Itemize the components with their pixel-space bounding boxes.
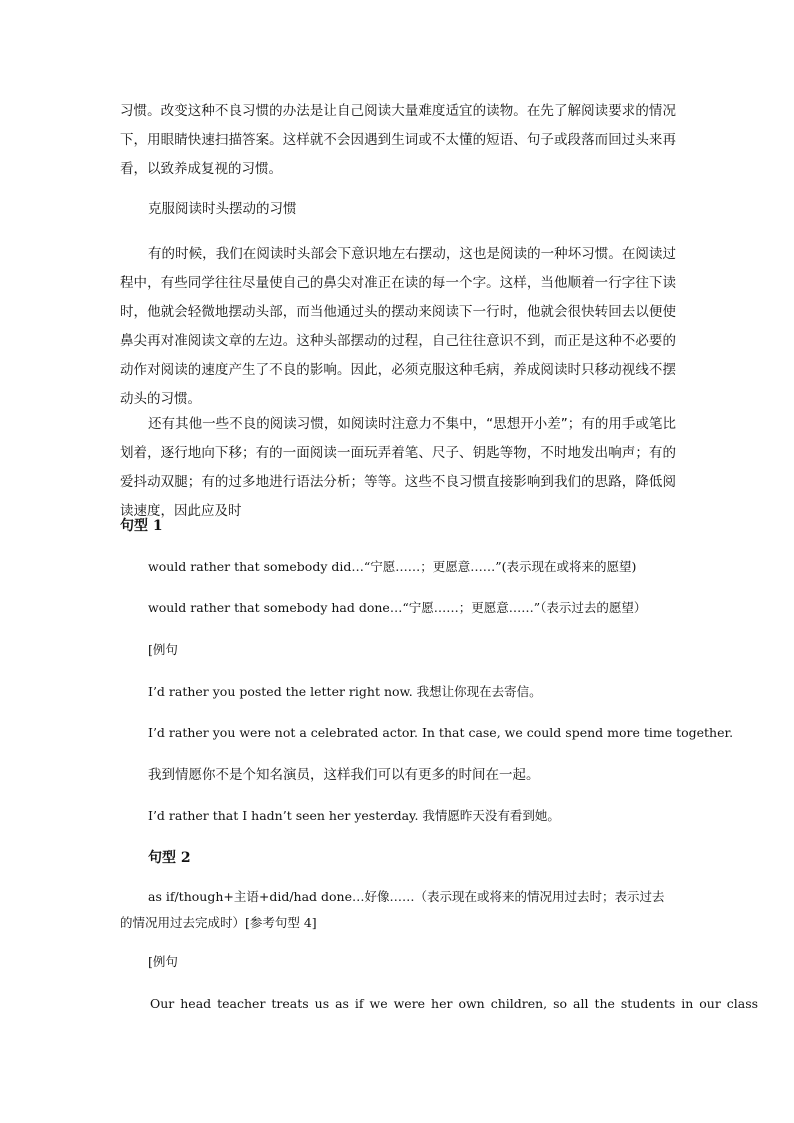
pattern-1-example-label: [例句 [148, 642, 178, 657]
pattern-1-example-3: I’d rather that I hadn’t seen her yesterday. 我情愿昨天没有看到她。 [148, 808, 560, 823]
paragraph-head-movement: 有的时候，我们在阅读时头部会下意识地左右摆动，这也是阅读的一种坏习惯。在阅读过程中，有些同学往往尽量使自己的鼻尖对准正在读的每一个字。这样，当他顺着一行字往下读时，他就会轻微地摆动头部，而当他通过头的摆动来阅读下一行时，他就会很快转回去以便使鼻尖再对准阅读文章的左边。这种头部摆动的过程，自己往往意识不到，而正是这种不必要的动作对阅读的速度产生了不良的影响。因此，必须克服这种毛病，养成阅读时只移动视线不摆动头的习惯。 [120, 246, 676, 407]
pattern-2-description: as if/though+主语+did/had done…好像……（表示现在或将来的情况用过去时；表示过去的情况用过去完成时）[参考句型 4] [120, 889, 665, 930]
pattern-2-example-1: Our head teacher treats us as if we were her own children, so all the students in our class [150, 996, 759, 1011]
pattern-1-line-1: would rather that somebody did…“宁愿……；更愿意……”(表示现在或将来的愿望) [148, 559, 637, 574]
pattern-1-example-2: I’d rather you were not a celebrated actor. In that case, we could spend more time together. [148, 725, 734, 740]
paragraph-reread-habit: 习惯。改变这种不良习惯的办法是让自己阅读大量难度适宜的读物。在先了解阅读要求的情况下，用眼睛快速扫描答案。这样就不会因遇到生词或不太懂的短语、句子或段落而回过头来再看，以致养成复视的习惯。 [120, 103, 676, 177]
section-heading-head-movement: 克服阅读时头摆动的习惯 [148, 201, 297, 217]
pattern-2-example-label: [例句 [148, 954, 178, 969]
pattern-2-title: 句型 2 [148, 850, 191, 866]
paragraph-other-habits: 还有其他一些不良的阅读习惯，如阅读时注意力不集中，“思想开小差”；有的用手或笔比划着，逐行地向下移；有的一面阅读一面玩弄着笔、尺子、钥匙等物，不时地发出响声；有的爱抖动双腿；有的过多地进行语法分析；等等。这些不良习惯直接影响到我们的思路，降低阅读速度，因此应及时 [120, 416, 676, 519]
pattern-1-example-2-translation: 我到情愿你不是个知名演员，这样我们可以有更多的时间在一起。 [148, 767, 540, 783]
pattern-1-line-2: would rather that somebody had done…“宁愿……；更愿意……”（表示过去的愿望） [148, 600, 647, 615]
pattern-1-title: 句型 1 [120, 518, 163, 534]
pattern-1-example-1: I’d rather you posted the letter right now. 我想让你现在去寄信。 [148, 684, 542, 699]
